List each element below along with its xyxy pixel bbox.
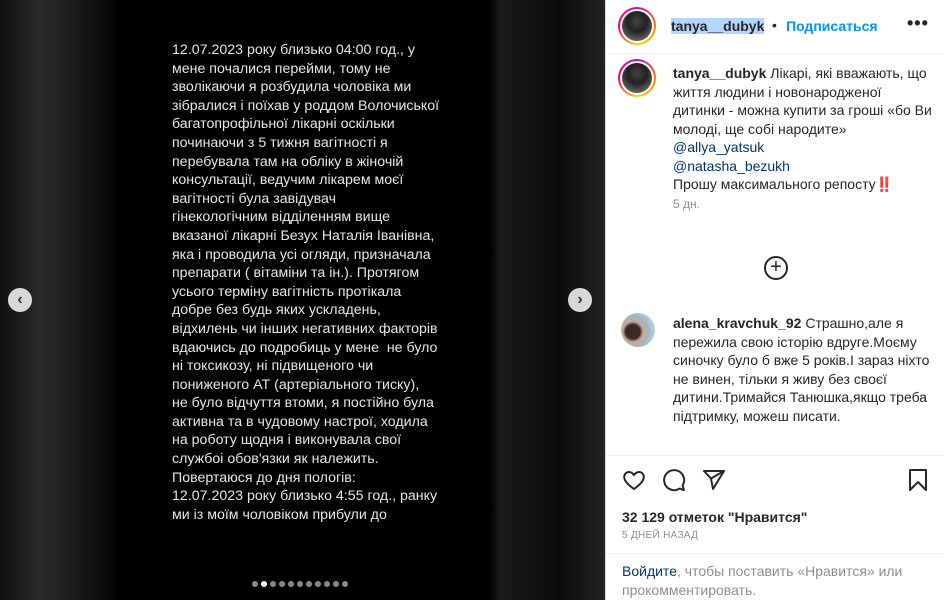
story-image <box>117 4 490 596</box>
story-line: усього терміну вагітність протікала <box>172 283 402 300</box>
slide-dot[interactable] <box>261 581 267 587</box>
plus-circle-icon: + <box>770 256 782 278</box>
story-line: не було відчуття втоми, я постійно була <box>172 395 434 412</box>
slide-dot[interactable] <box>324 581 330 587</box>
caption-avatar[interactable] <box>618 59 656 97</box>
slide-dot[interactable] <box>252 581 258 587</box>
caption-username[interactable]: tanya__dubyk <box>673 65 767 81</box>
post-sidebar <box>605 0 944 600</box>
caption-text-2: Прошу максимального репосту <box>673 176 876 192</box>
story-line: ми із моїм чоловіком прибули до <box>172 506 387 523</box>
more-options-icon[interactable]: ••• <box>907 13 929 33</box>
story-line: 12.07.2023 року близько 04:00 год., у <box>172 42 416 58</box>
heart-icon[interactable] <box>622 468 646 492</box>
story-line: багатопрофільної лікарні оскільки <box>172 116 395 133</box>
double-exclamation-emoji: ‼️ <box>875 176 894 192</box>
slide-dot[interactable] <box>306 581 312 587</box>
comment-icon[interactable] <box>662 468 686 492</box>
slide-dot[interactable] <box>279 581 285 587</box>
story-line: відхилень чи інших негативних факторів <box>172 320 438 337</box>
story-line: гінекологічним відділенням вище <box>172 209 390 226</box>
login-prompt-text: , чтобы поставить «Нравится» или прокомментировать. <box>622 563 903 598</box>
header-username[interactable]: tanya__dubyk <box>671 18 765 34</box>
story-line: ні токсикозу, ні підвищеного чи <box>172 358 374 375</box>
post-date[interactable]: 5 ДНЕЙ НАЗАД <box>622 530 699 541</box>
story-line: вагітності була завідувач <box>172 190 337 207</box>
prev-slide-button[interactable] <box>8 288 32 312</box>
story-line: вдаючись до подробиць у мене не було <box>172 339 438 356</box>
story-text <box>172 41 439 524</box>
slide-dot[interactable] <box>288 581 294 587</box>
story-line: 12.07.2023 року близько 4:55 год., ранку <box>172 488 438 505</box>
story-line: зволікаючи я розбудила чоловіка ми <box>172 79 412 96</box>
likes-count[interactable]: 32 129 отметок "Нравится" <box>622 509 808 525</box>
story-line: починаючи з 5 тижня вагітності я <box>172 134 388 151</box>
story-line: яка і проводила усі огляди, призначала <box>172 246 431 263</box>
story-line: зібралися і поїхав у роддом Волочиської <box>172 97 440 114</box>
bookmark-icon[interactable] <box>906 468 930 492</box>
caption-text: Лікарі, які вважають, що життя людини і новонародженої дитинки - можна купити за гроші «бо Ви молоді, ще собі народите» <box>673 65 936 137</box>
slide-dot[interactable] <box>297 581 303 587</box>
comment-username[interactable]: alena_kravchuk_92 <box>673 315 802 331</box>
next-slide-button[interactable] <box>568 288 592 312</box>
story-line: активна та в чудовому настрої, ходила <box>172 413 428 430</box>
follow-button[interactable]: Подписаться <box>786 18 878 34</box>
slide-dot[interactable] <box>333 581 339 587</box>
story-line: консультації, ведучим лікарем моєї <box>172 172 404 189</box>
avatar[interactable] <box>618 7 656 45</box>
story-line: Повертаюся до дня пологів: <box>172 469 356 486</box>
mention-link[interactable]: @allya_yatsuk <box>673 139 765 155</box>
login-link[interactable]: Войдите <box>622 563 677 579</box>
caption-time[interactable]: 5 дн. <box>673 196 700 211</box>
comment-text: Страшно,але я пережила свою історію вдруге.Моєму синочку було б вже 5 років.І зараз ніхто не винен, тільки я живу без своєї дитини.Тримайся Танюшка,якщо треба підтримку, можеш писати. <box>673 315 934 424</box>
action-bar <box>606 455 944 600</box>
story-line: добре без будь яких ускладень, <box>172 302 381 319</box>
story-line: на роботу щодня і виконувала свої <box>172 432 402 449</box>
story-line: препарати ( вітаміни та ін.). Протягом <box>172 265 420 282</box>
slide-indicator <box>252 581 348 587</box>
comment <box>673 314 933 425</box>
story-line: вказаної лікарні Безух Наталія Іванівна, <box>172 227 435 244</box>
story-line: пониженого АТ (артеріального тиску), <box>172 376 420 393</box>
caption <box>673 64 936 213</box>
separator: • <box>772 17 777 33</box>
slide-dot[interactable] <box>270 581 276 587</box>
share-icon[interactable] <box>702 468 726 492</box>
slide-dot[interactable] <box>315 581 321 587</box>
chevron-right-icon: › <box>577 291 583 308</box>
story-line: мене почалися перейми, тому не <box>172 60 391 77</box>
story-line: перебувала там на обліку в жіночій <box>172 153 404 170</box>
commenter-avatar[interactable] <box>621 313 655 347</box>
chevron-left-icon: ‹ <box>17 291 23 308</box>
post-header <box>606 0 944 54</box>
mention-link[interactable]: @natasha_bezukh <box>673 157 790 174</box>
slide-dot[interactable] <box>342 581 348 587</box>
story-line: службоі обов'язки як належить. <box>172 451 379 468</box>
load-more-comments-button[interactable] <box>764 256 788 280</box>
